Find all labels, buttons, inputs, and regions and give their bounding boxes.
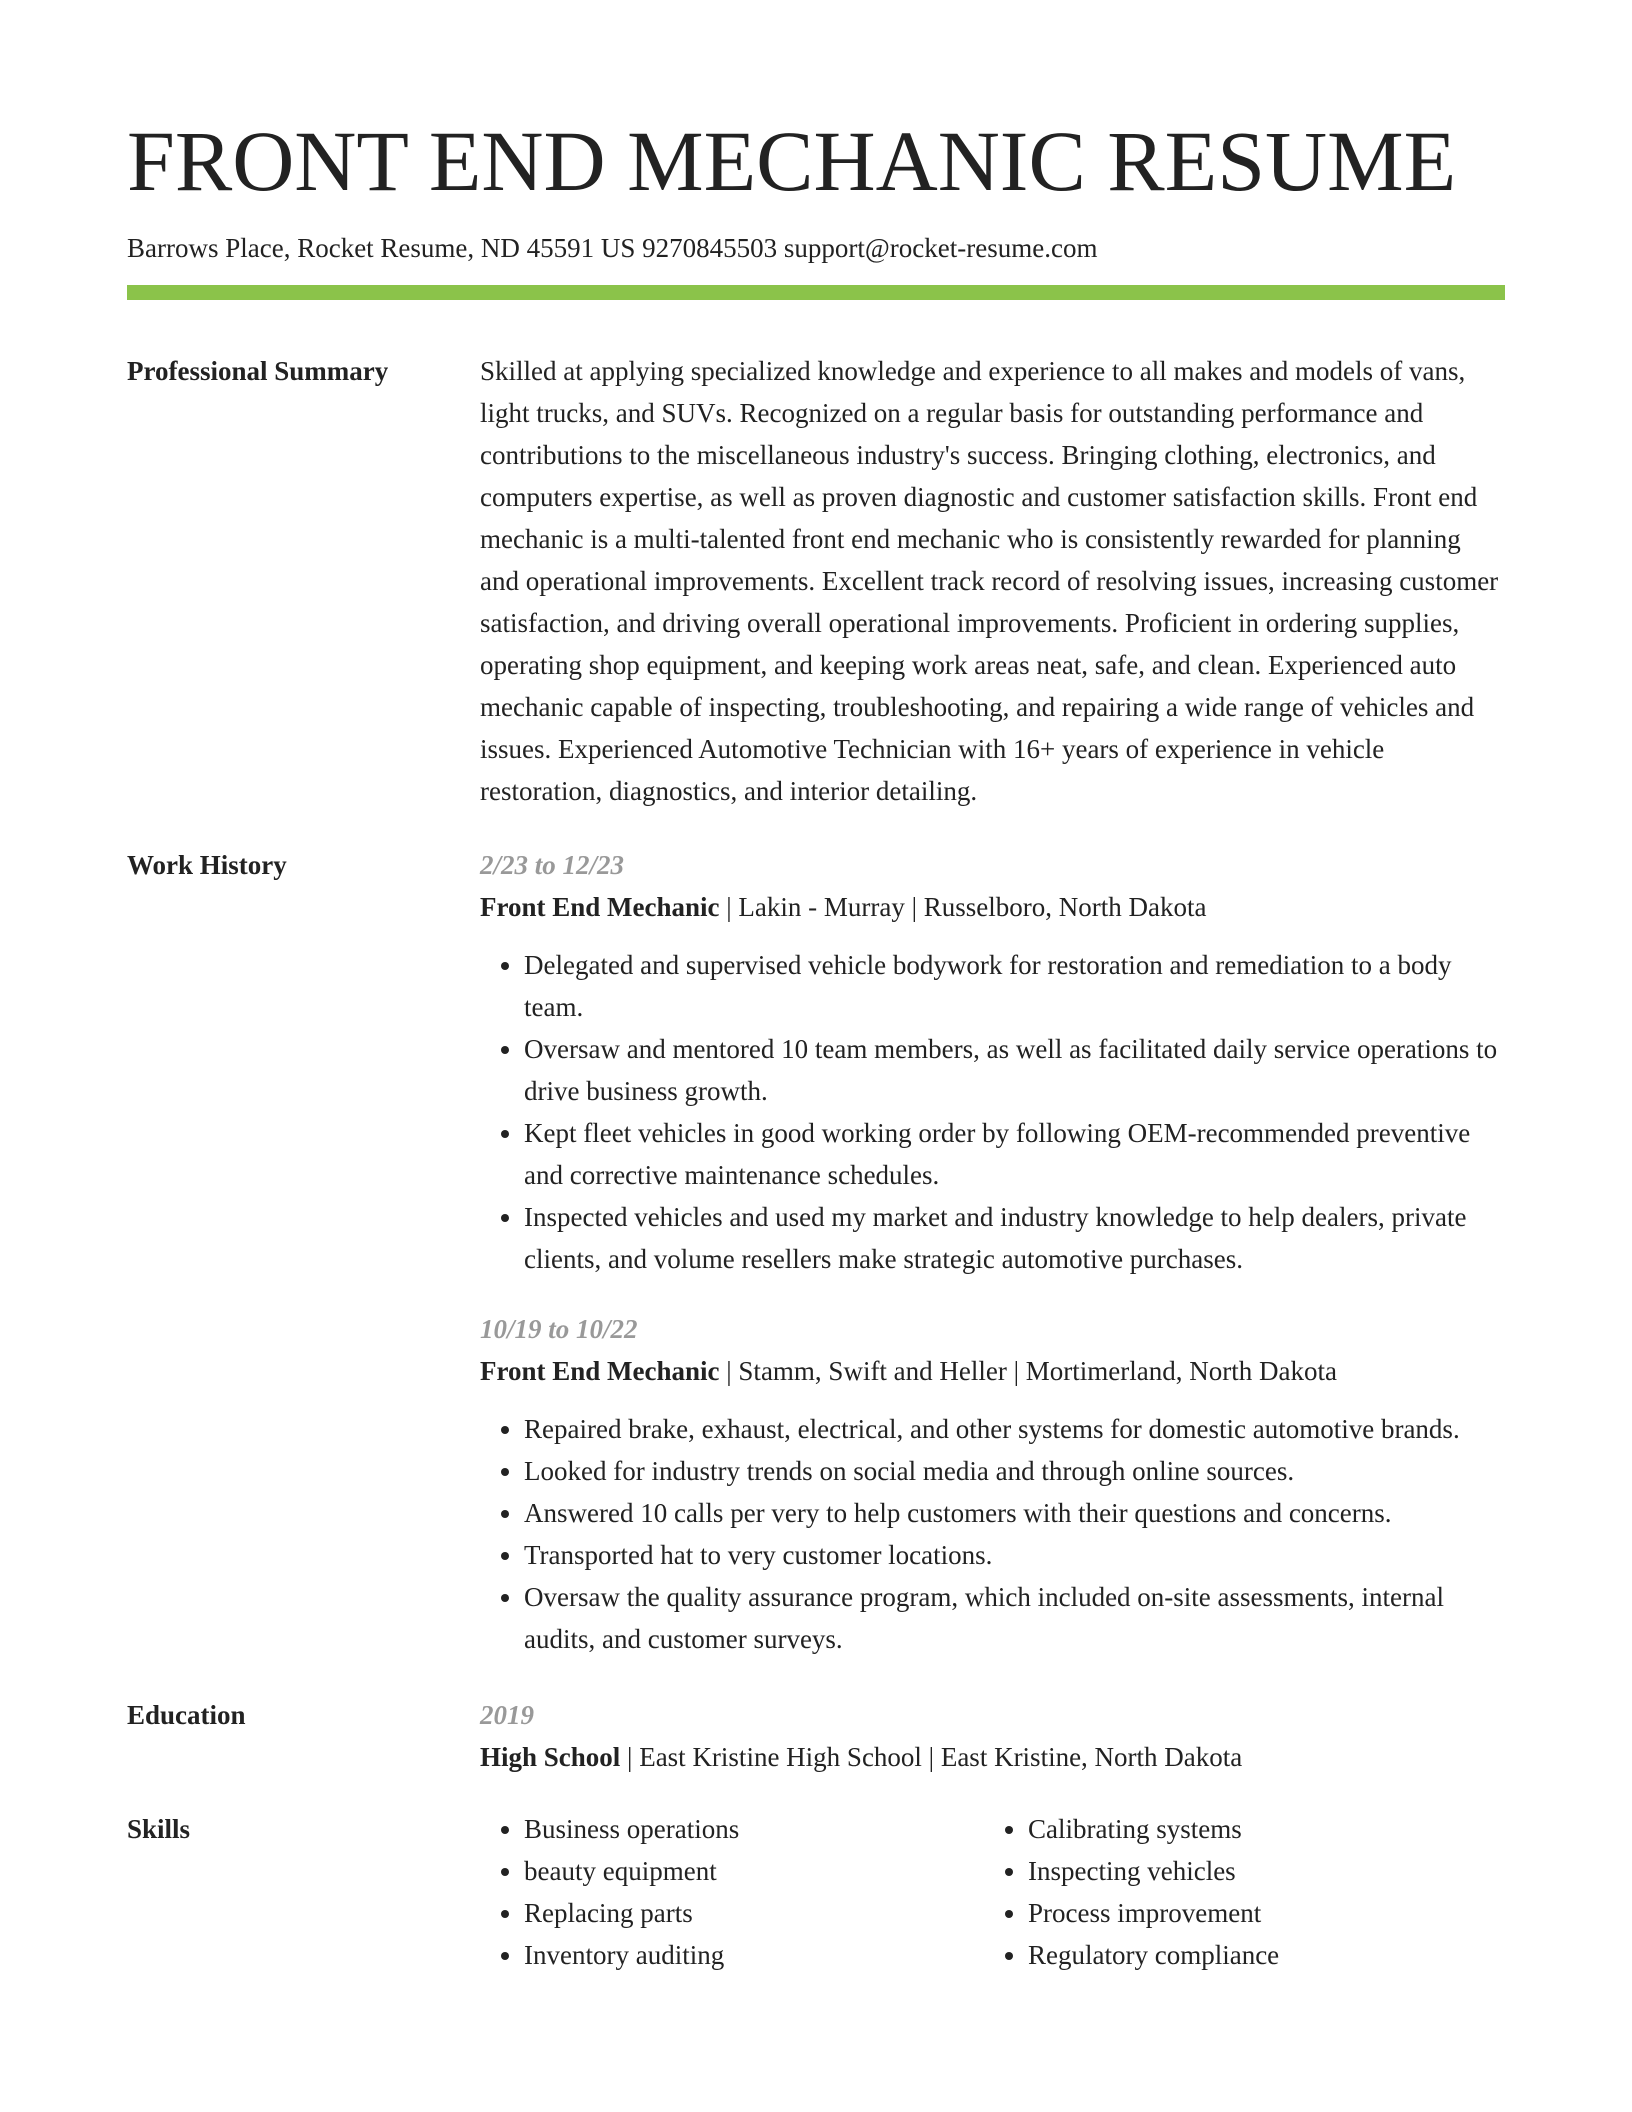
section-label-work: Work History — [127, 850, 287, 881]
job-bullets — [480, 1408, 1505, 1660]
page-title: FRONT END MECHANIC RESUME — [127, 113, 1457, 209]
skill-item: • Process improvement — [1028, 1892, 1488, 1934]
summary-text: Skilled at applying specialized knowledge and experience to all makes and models of vans, light trucks, and SUVs. Recognized on a regular basis for outstanding performance and contributions to the miscellaneous industry's success. Bringing clothing, electronics, and computers expertise, as well as proven diagnostic and customer satisfaction skills. Front end mechanic is a multi-talented front end mechanic who is consistently rewarded for planning and operational improvements. Excellent track record of resolving issues, increasing customer satisfaction, and driving overall operational improvements. Proficient in ordering supplies, operating shop equipment, and keeping work areas neat, safe, and clean. Experienced auto mechanic capable of inspecting, troubleshooting, and repairing a wide range of vehicles and issues. Experienced Automotive Technician with 16+ years of experience in vehicle restoration, diagnostics, and interior detailing. — [480, 356, 1499, 807]
education-degree: High School — [480, 1742, 621, 1773]
education-line — [480, 1736, 1505, 1778]
skill-item: • Calibrating systems — [1028, 1808, 1488, 1850]
skills-section — [127, 1808, 1505, 1976]
job-employer-location: | Lakin - Murray | Russelboro, North Dakota — [719, 892, 1207, 923]
skill-item: • Regulatory compliance — [1028, 1934, 1488, 1976]
section-label-summary: Professional Summary — [127, 356, 389, 387]
skill-item: • Inspecting vehicles — [1028, 1850, 1488, 1892]
section-label-skills: Skills — [127, 1814, 191, 1845]
skill-item: • Business operations — [524, 1808, 984, 1850]
education-school-location: | East Kristine High School | East Kristine, North Dakota — [620, 1742, 1243, 1773]
job-bullet: • Answered 10 calls per very to help customers with their questions and concerns. — [524, 1492, 1505, 1534]
accent-divider — [127, 285, 1505, 300]
job-bullet: • Repaired brake, exhaust, electrical, and other systems for domestic automotive brands. — [524, 1408, 1505, 1450]
work-history-section — [127, 844, 1505, 1660]
job-bullet: • Transported hat to very customer locations. — [524, 1534, 1505, 1576]
job-bullet: • Oversaw and mentored 10 team members, as well as facilitated daily service operations to drive business growth. — [524, 1028, 1505, 1112]
skills-column-left — [480, 1808, 984, 1976]
job-title: Front End Mechanic — [480, 892, 720, 923]
skills-grid — [480, 1808, 1505, 1976]
professional-summary-section — [127, 350, 1505, 812]
skills-list — [480, 1808, 1505, 1976]
job-title: Front End Mechanic — [480, 1356, 720, 1387]
job-employer-location: | Stamm, Swift and Heller | Mortimerland, North Dakota — [719, 1356, 1337, 1387]
job-bullet: • Oversaw the quality assurance program, which included on-site assessments, internal audits, and customer surveys. — [524, 1576, 1505, 1660]
job-bullet: • Kept fleet vehicles in good working order by following OEM-recommended preventive and corrective maintenance schedules. — [524, 1112, 1505, 1196]
skill-item: • Replacing parts — [524, 1892, 984, 1934]
resume-page — [127, 113, 1505, 1976]
skills-column-right — [984, 1808, 1488, 1976]
job-title-line — [480, 1350, 1505, 1392]
section-label-education: Education — [127, 1700, 246, 1731]
education-section — [127, 1694, 1505, 1778]
job-entry — [480, 1308, 1505, 1660]
job-entry — [480, 844, 1505, 1280]
job-dates: 2/23 to 12/23 — [480, 850, 625, 881]
education-entry — [480, 1694, 1505, 1778]
skill-item: • beauty equipment — [524, 1850, 984, 1892]
skill-item: • Inventory auditing — [524, 1934, 984, 1976]
job-bullet: • Looked for industry trends on social media and through online sources. — [524, 1450, 1505, 1492]
job-bullet: • Inspected vehicles and used my market and industry knowledge to help dealers, private clients, and volume resellers make strategic automotive purchases. — [524, 1196, 1505, 1280]
work-history-list — [480, 844, 1505, 1660]
contact-info: Barrows Place, Rocket Resume, ND 45591 US 9270845503 support@rocket-resume.com — [127, 233, 1098, 263]
job-title-line — [480, 886, 1505, 928]
job-bullets — [480, 944, 1505, 1280]
job-bullet: • Delegated and supervised vehicle bodywork for restoration and remediation to a body team. — [524, 944, 1505, 1028]
education-year: 2019 — [480, 1700, 534, 1731]
job-dates: 10/19 to 10/22 — [480, 1314, 638, 1345]
